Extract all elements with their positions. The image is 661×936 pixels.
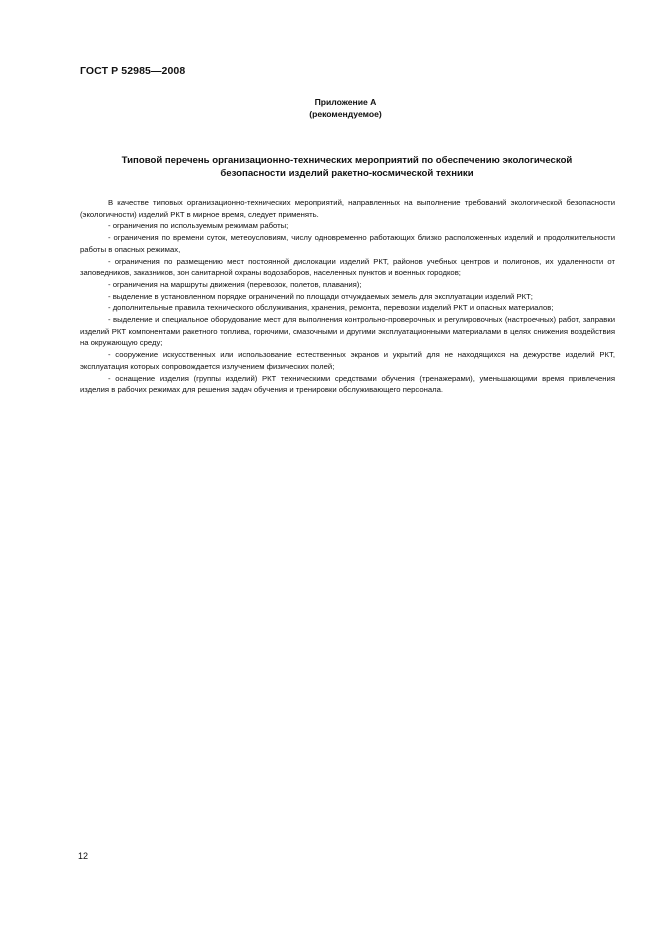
list-item: - ограничения по используемым режимам работы;: [108, 221, 289, 231]
list-item: - оснащение изделия (группы изделий) РКТ техническими средствами обучения (тренажерами), уменьшающими время привлечения изделия в рабочих режимах для решения задач обучения и тренировки обслуживающего персонала.: [80, 373, 615, 395]
document-title: [80, 155, 614, 180]
document-title-line-1: Типовой перечень организационно-технических мероприятий по обеспечению экологической: [121, 155, 573, 166]
list-item: - сооружение искусственных или использование естественных экранов и укрытий для не находящихся на дежурстве изделий РКТ, эксплуатация которых сопровождается излучением физических полей;: [80, 350, 615, 371]
list-item: - выделение в установленном порядке ограничений по площади отчуждаемых земель для эксплуатации изделий РКТ;: [108, 291, 533, 301]
page-number: 12: [78, 851, 89, 861]
body-text: [80, 197, 615, 396]
standard-code: ГОСТ Р 52985—2008: [80, 65, 186, 77]
list-item: - ограничения по времени суток, метеоусловиям, числу одновременно работающих близко расположенных изделий и продолжительности работы в опасных режимах,: [80, 233, 615, 254]
appendix-heading: [0, 96, 661, 120]
appendix-status: (рекомендуемое): [309, 109, 382, 119]
intro-paragraph: В качестве типовых организационно-технических мероприятий, направленных на выполнение требований экологической безопасности (экологичности) изделий РКТ в мирное время, следует применять.: [80, 198, 615, 219]
list-item: - ограничения по размещению мест постоянной дислокации изделий РКТ, районов учебных центров и полигонов, их удаленности от заповедников, заказников, зон санитарной охраны водозаборов, населенных пунктов и военных городков;: [80, 256, 615, 278]
appendix-label: Приложение А: [314, 97, 377, 107]
list-item: - ограничения на маршруты движения (перевозок, полетов, плавания);: [108, 279, 362, 289]
list-item: - дополнительные правила технического обслуживания, хранения, ремонта, перевозки изделий РКТ и опасных материалов;: [108, 303, 554, 313]
document-title-line-2: безопасности изделий ракетно-космической техники: [220, 167, 474, 179]
list-item: - выделение и специальное оборудование мест для выполнения контрольно-проверочных и регулировочных (настроечных) работ, заправки изделий РКТ компонентами ракетного топлива, горючими, смазочными и другими эксплуатационными материалами в целях снижения воздействия на окружающую среду;: [80, 315, 615, 348]
